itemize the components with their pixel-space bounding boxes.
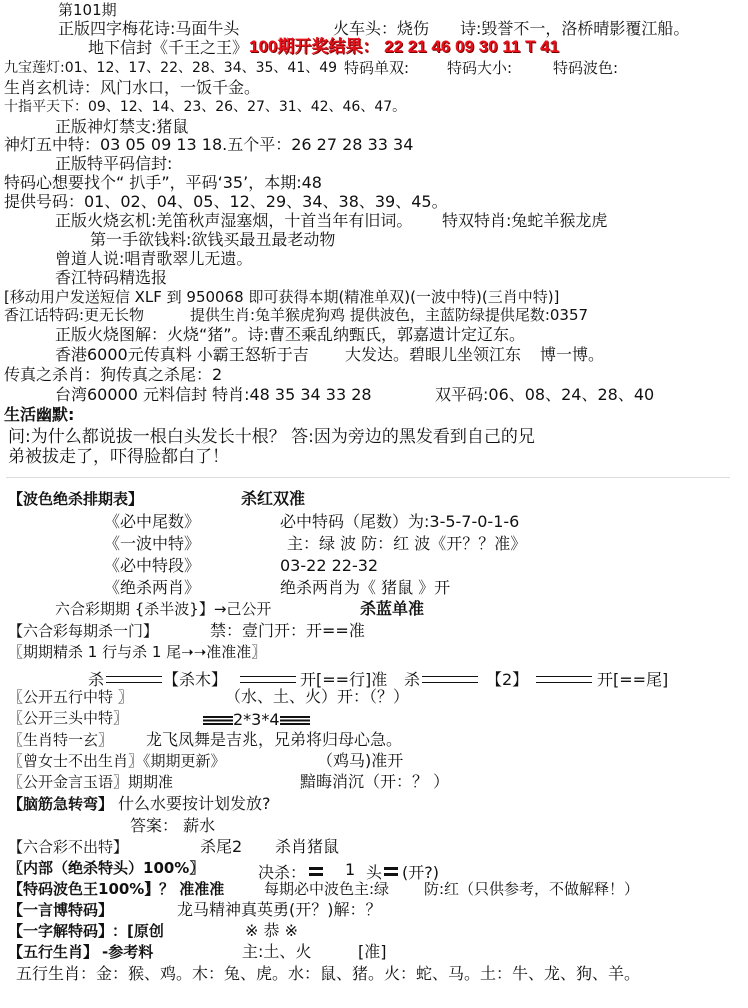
kill-tail-value: 杀尾2 xyxy=(200,837,243,856)
kill-two-value: 绝杀两肖为《 猪鼠 》开 xyxy=(280,578,451,597)
kill-door-value: 禁：壹门开：开==准 xyxy=(210,621,365,640)
draw-result-banner: 100期开奖结果： 22 21 46 09 30 11 T 41 xyxy=(249,37,559,56)
first-hand-line: 第一手欲钱料:欲钱买最丑最老动物 xyxy=(90,230,336,249)
double-bar-2 xyxy=(240,669,296,688)
kill-two-title: 《绝杀两肖》 xyxy=(104,578,201,597)
humor-answer: 弟被拔走了，吓得脸都白了！ xyxy=(8,447,229,467)
riddle-question: 什么水要按计划发放? xyxy=(118,794,271,813)
sms-promo-line: [移动用户发送短信 XLF 到 950068 即可获得本期(精准单双)(一波中特)(三肖中特)] xyxy=(4,288,560,306)
five-zodiac-ref: -参考料 xyxy=(102,943,154,961)
kill-door-title: 【六合彩每期杀一门】 xyxy=(8,622,159,640)
five-element-zodiac-list: 五行生肖：金：猴、鸡。木：兔、虎。水：鼠、猪。火：蛇、马。土：牛、龙、狗、羊。 xyxy=(16,964,641,983)
humor-title: 生活幽默: xyxy=(4,405,75,424)
kill-blue-label: 杀蓝单准 xyxy=(360,599,425,618)
fax-hk-line: 香港6000元传真料 小霸王怒斩于吉 xyxy=(55,345,309,364)
kill-label-2: 杀 xyxy=(404,670,421,689)
one-wave-value: 主：绿 波 防：红 波《开？？准》 xyxy=(287,534,527,553)
five-special-line: 神灯五中特：03 05 09 13 18.五个平：26 27 28 33 34 xyxy=(4,135,414,154)
double-bar-1 xyxy=(106,669,162,688)
segment-value: 03-22 22-32 xyxy=(280,556,379,575)
kill-label-1: 杀 xyxy=(88,670,105,689)
three-head-value xyxy=(203,710,310,729)
half-wave-title: 六合彩期期 {杀半波}】→己公开 xyxy=(55,600,272,618)
five-zodiac-accurate: [准] xyxy=(358,942,387,961)
kill-red-label: 杀红双准 xyxy=(241,489,306,508)
underground-envelope: 地下信封《千王之王》 xyxy=(88,38,249,57)
hongkong-select-title: 香江特码精选报 xyxy=(55,268,168,287)
ms-zeng-value: （鸡马)准开 xyxy=(317,751,404,770)
open-tail-label: 开[==尾] xyxy=(597,670,669,689)
equals-mark-2 xyxy=(384,861,398,880)
taoist-line: 曾道人说:唱青歌翠儿无遗。 xyxy=(55,249,253,268)
segment-title: 《必中特段》 xyxy=(104,556,201,575)
plum-poem-line: 正版四字梅花诗:马面牛头 xyxy=(58,19,240,38)
three-head-title: 〖公开三头中特〗 xyxy=(8,709,129,727)
double-zodiac-line: 特双特肖:兔蛇羊猴龙虎 xyxy=(442,211,608,230)
element-tail-title: 〖期期精杀 1 行与杀 1 尾➝➝准准准〗 xyxy=(8,643,267,661)
five-zodiac-title: 【五行生肖】 xyxy=(8,943,99,961)
five-element-title: 〖公开五行中特 〗 xyxy=(8,688,133,706)
provide-zodiac-line: 提供生肖:兔羊猴虎狗鸡 提供波色，主蓝防绿提供尾数:0357 xyxy=(190,306,589,324)
double-bar-3 xyxy=(422,669,478,688)
zodiac-poem-line: 生肖玄机诗：风门水口，一饭千金。 xyxy=(4,78,261,97)
wave-kill-title: 【波色绝杀排期表】 xyxy=(8,490,144,508)
one-char-title: 【一字解特码】 xyxy=(8,922,114,940)
big-small-label: 特码大小: xyxy=(447,59,513,77)
head-label: 头 xyxy=(366,863,383,882)
tail-title: 《必中尾数》 xyxy=(104,512,201,531)
section-divider xyxy=(6,477,730,478)
zodiac-mystery-title: 〖生肖特一玄〗 xyxy=(8,731,114,749)
inner-kill-title: 〖内部（绝杀特头）100%〗 xyxy=(8,859,205,877)
double-flat-line: 双平码:06、08、24、28、40 xyxy=(435,385,655,404)
one-char-original: ：[原创 xyxy=(112,922,164,940)
humor-question: 问:为什么都说拔一根白头发长十根？ 答:因为旁边的黑发看到自己的兄 xyxy=(8,427,535,447)
wave-king-main: 每期必中波色主:绿 xyxy=(264,880,390,898)
kill-wood-label: 【杀木】 xyxy=(163,670,228,689)
riddle-title: 【脑筋急转弯】 xyxy=(8,795,114,813)
envelope-line: 正版特平码信封: xyxy=(55,154,173,173)
tail-value: 必中特码（尾数）为:3-5-7-0-1-6 xyxy=(280,512,520,531)
one-wave-title: 《一波中特》 xyxy=(104,534,201,553)
double-bar-4 xyxy=(536,669,592,688)
fire-mystery-line: 正版火烧玄机:羌笛秋声湿塞烟，十首当年有旧词。 xyxy=(55,211,413,230)
taiwan-line: 台湾60000 元料信封 特肖:48 35 34 33 28 xyxy=(55,385,372,404)
poem-line: 诗:毁誉不一，洛桥晴影覆江船。 xyxy=(460,19,690,38)
fax-hk-line-3: 博一博。 xyxy=(540,345,605,364)
ms-zeng-title: 〖曾女士不出生肖〗《期期更新》 xyxy=(8,752,226,770)
golden-words-title: 〖公开金言玉语〗期期准 xyxy=(8,773,174,791)
fax-hk-line-2: 大发达。碧眼儿坐领江东 xyxy=(345,345,522,364)
fire-picture-line: 正版火烧图解：火烧“猪”。诗:曹丕乘乱纳甄氏，郭嘉遗计定辽东。 xyxy=(55,325,525,344)
wave-king-title: 【特码波色王100%】 xyxy=(8,880,160,898)
pickpocket-line: 特码心想要找个“ 扒手”，平码‘35’，本期:48 xyxy=(4,173,322,192)
five-element-value: （水、土、火）开：（？） xyxy=(225,687,410,706)
xiangjiang-line: 香江话特码:更无长物 xyxy=(4,306,145,324)
head-open-label: (开?) xyxy=(402,863,439,882)
numbers-line: 提供号码：01、02、04、05、12、29、34、38、39、45。 xyxy=(4,192,448,211)
open-element-label: 开[==行]准 xyxy=(300,670,388,689)
riddle-answer: 答案： 薪水 xyxy=(130,816,216,835)
equals-mark-1 xyxy=(309,861,323,880)
odd-even-label: 特码单双: xyxy=(344,59,410,77)
wave-color-label: 特码波色: xyxy=(553,59,619,77)
one-word-title: 【一言博特码】 xyxy=(8,901,114,919)
one-char-value: ※ 恭 ※ xyxy=(245,921,298,940)
train-head-line: 火车头：烧伤 xyxy=(333,19,430,38)
wave-king-guard: 防:红（只供参考，不做解释！） xyxy=(424,880,640,898)
kill-tail-label: 【2】 xyxy=(486,670,529,689)
three-head-number: 2*3*4 xyxy=(233,710,280,729)
lotus-lamp-line: 九宝莲灯:01、12、17、22、28、34、35、41、49 xyxy=(4,60,338,76)
no-special-title: 【六合彩不出特】 xyxy=(8,838,129,856)
issue-number: 第101期 xyxy=(58,1,117,19)
fax-kill-line: 传真之杀肖：狗传真之杀尾：2 xyxy=(4,365,223,384)
golden-words-value: 黯晦消沉（开：？ ） xyxy=(300,772,450,791)
kill-zodiac-value: 杀肖猪鼠 xyxy=(275,837,340,856)
lamp-ban-line: 正版神灯禁支:猪鼠 xyxy=(55,117,189,136)
kill-head-number: 1 xyxy=(345,860,356,879)
five-zodiac-main: 主:土、火 xyxy=(242,942,312,961)
one-word-value: 龙马精神真英勇(开？)解：？ xyxy=(177,900,382,919)
wave-king-mark: ！？ 准准准 xyxy=(144,880,225,898)
decide-kill-label: 决杀： xyxy=(258,863,307,882)
ten-fingers-line: 十指平天下：09、12、14、23、26、27、31、42、46、47。 xyxy=(4,99,407,115)
zodiac-mystery-value: 龙飞凤舞是吉兆，兄弟将归母心急。 xyxy=(146,730,403,749)
